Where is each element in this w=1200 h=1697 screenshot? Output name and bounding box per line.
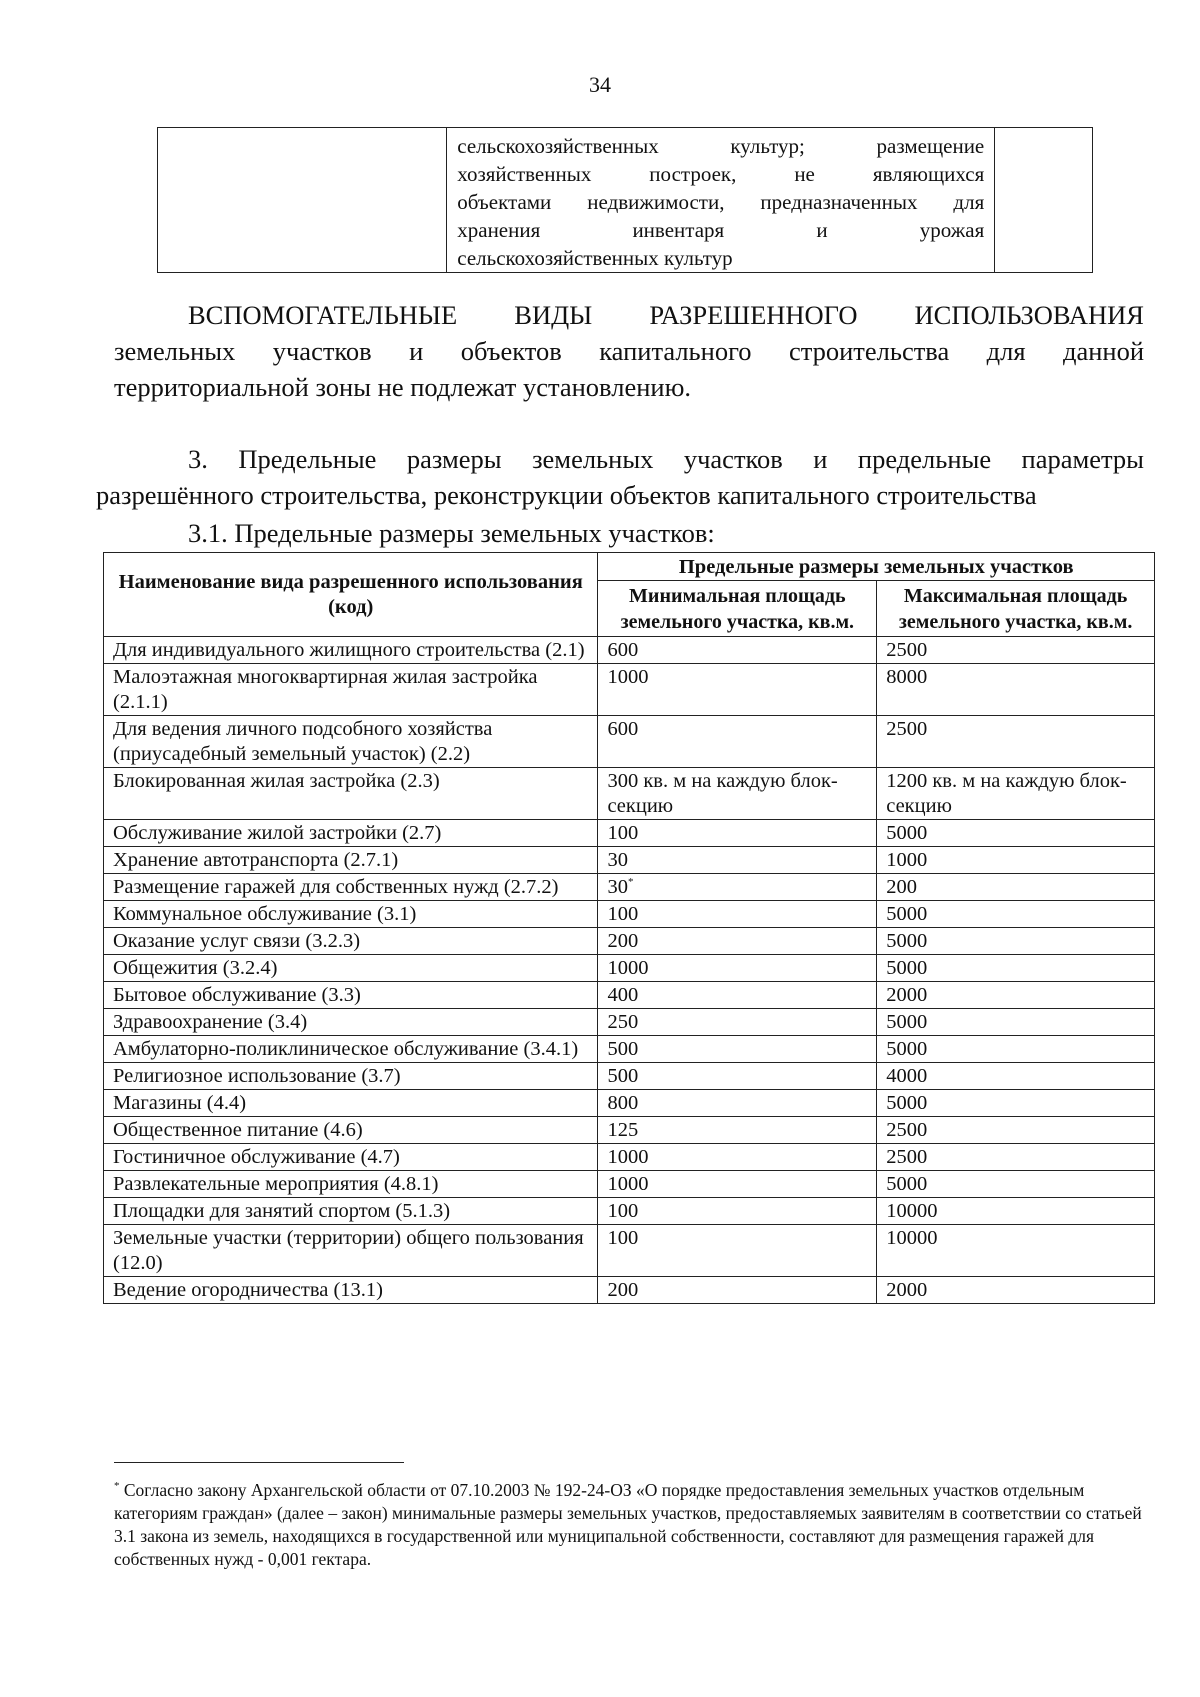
min-area-cell <box>598 955 877 982</box>
max-area-cell-text: 5000 <box>886 822 928 844</box>
use-type-cell <box>104 982 598 1009</box>
max-area-cell <box>877 1225 1155 1277</box>
use-type-cell-text: Здравоохранение (3.4) <box>113 1011 308 1033</box>
max-area-cell <box>877 982 1155 1009</box>
min-area-cell-text: 100 <box>607 903 639 925</box>
min-area-cell-text: 100 <box>607 1227 639 1249</box>
use-type-cell-text: Хранение автотранспорта (2.7.1) <box>113 849 399 871</box>
plot-size-table <box>103 552 1155 1304</box>
max-area-cell-text: 2500 <box>886 1119 928 1141</box>
header-use-type: Наименование вида разрешенного использования (код) <box>104 553 598 637</box>
table-row <box>104 955 1155 982</box>
max-area-cell-text: 5000 <box>886 1011 928 1033</box>
min-area-cell-text: 30 <box>607 876 628 898</box>
min-area-cell <box>598 1036 877 1063</box>
table-body <box>104 637 1155 1304</box>
max-area-cell-text: 2000 <box>886 984 928 1006</box>
table-row <box>104 982 1155 1009</box>
min-area-cell <box>598 637 877 664</box>
max-area-cell <box>877 847 1155 874</box>
max-area-cell <box>877 716 1155 768</box>
min-area-cell <box>598 1225 877 1277</box>
use-type-cell-text: Для индивидуального жилищного строительства (2.1) <box>113 639 585 661</box>
use-type-cell-text: Для ведения личного подсобного хозяйства (приусадебный земельный участок) (2.2) <box>113 718 493 765</box>
use-type-cell-text: Размещение гаражей для собственных нужд (2.7.2) <box>113 876 559 898</box>
use-type-cell <box>104 1277 598 1304</box>
use-type-cell <box>104 820 598 847</box>
use-type-cell <box>104 1063 598 1090</box>
use-type-cell-text: Блокированная жилая застройка (2.3) <box>113 770 440 792</box>
max-area-cell <box>877 1090 1155 1117</box>
min-area-cell <box>598 1090 877 1117</box>
use-type-cell-text: Обслуживание жилой застройки (2.7) <box>113 822 442 844</box>
use-type-cell-text: Ведение огородничества (13.1) <box>113 1279 384 1301</box>
max-area-cell <box>877 955 1155 982</box>
max-area-cell <box>877 1036 1155 1063</box>
min-area-cell <box>598 1144 877 1171</box>
table-row <box>104 637 1155 664</box>
table-row <box>104 1225 1155 1277</box>
min-area-cell-text: 1000 <box>607 957 649 979</box>
max-area-cell <box>877 928 1155 955</box>
max-area-cell <box>877 1171 1155 1198</box>
min-area-cell-text: 300 кв. м на каждую блок-секцию <box>607 770 838 817</box>
auxiliary-uses-paragraph <box>114 297 1144 405</box>
section-3-heading <box>96 441 1144 513</box>
use-type-cell <box>104 1225 598 1277</box>
use-type-cell <box>104 1036 598 1063</box>
min-area-cell <box>598 1063 877 1090</box>
min-area-cell <box>598 1171 877 1198</box>
text-line: хозяйственных построек, не являющихся <box>457 162 985 186</box>
max-area-cell-text: 5000 <box>886 1173 928 1195</box>
text-line: хранения инвентаря и урожая <box>457 218 985 242</box>
text-line: 3. Предельные размеры земельных участков и предельные параметры <box>188 444 1144 474</box>
max-area-cell <box>877 1009 1155 1036</box>
text-line: разрешённого строительства, реконструкции объектов капитального строительства <box>96 480 1037 510</box>
table-row <box>104 1090 1155 1117</box>
min-area-cell-text: 600 <box>607 639 639 661</box>
use-type-cell-text: Оказание услуг связи (3.2.3) <box>113 930 361 952</box>
text-line: сельскохозяйственных культур <box>457 246 733 270</box>
max-area-cell <box>877 1063 1155 1090</box>
max-area-cell-text: 2500 <box>886 639 928 661</box>
min-area-cell <box>598 1277 877 1304</box>
max-area-cell <box>877 1277 1155 1304</box>
footnote-reference: * <box>627 876 634 888</box>
min-area-cell-text: 250 <box>607 1011 639 1033</box>
max-area-cell-text: 10000 <box>886 1227 938 1249</box>
use-type-cell <box>104 768 598 820</box>
max-area-cell-text: 5000 <box>886 1092 928 1114</box>
use-type-cell <box>104 874 598 901</box>
min-area-cell <box>598 664 877 716</box>
footnote-mark: * <box>114 1480 120 1492</box>
min-area-cell-text: 100 <box>607 1200 639 1222</box>
min-area-cell-text: 800 <box>607 1092 639 1114</box>
min-area-cell-text: 500 <box>607 1038 639 1060</box>
min-area-cell <box>598 820 877 847</box>
table-row <box>104 1009 1155 1036</box>
use-type-cell <box>104 664 598 716</box>
min-area-cell <box>598 928 877 955</box>
min-area-cell <box>598 1009 877 1036</box>
use-type-cell-text: Развлекательные мероприятия (4.8.1) <box>113 1173 439 1195</box>
max-area-cell <box>877 901 1155 928</box>
min-area-cell-text: 600 <box>607 718 639 740</box>
use-type-cell-text: Малоэтажная многоквартирная жилая застройка (2.1.1) <box>113 666 538 713</box>
use-type-cell <box>104 1009 598 1036</box>
min-area-cell-text: 500 <box>607 1065 639 1087</box>
use-type-cell <box>104 955 598 982</box>
max-area-cell <box>877 664 1155 716</box>
max-area-cell-text: 5000 <box>886 957 928 979</box>
max-area-cell-text: 5000 <box>886 1038 928 1060</box>
table-row <box>104 847 1155 874</box>
footnote-divider <box>114 1462 404 1463</box>
use-type-cell-text: Земельные участки (территории) общего пользования (12.0) <box>113 1227 584 1274</box>
table-row <box>104 1277 1155 1304</box>
table-row <box>104 768 1155 820</box>
table-cell-empty <box>158 128 447 273</box>
table-row <box>104 716 1155 768</box>
max-area-cell-text: 5000 <box>886 903 928 925</box>
min-area-cell <box>598 901 877 928</box>
page-number: 34 <box>589 72 611 97</box>
footnote <box>114 1479 1149 1571</box>
use-type-cell-text: Площадки для занятий спортом (5.1.3) <box>113 1200 451 1222</box>
max-area-cell <box>877 637 1155 664</box>
max-area-cell-text: 1200 кв. м на каждую блок-секцию <box>886 770 1127 817</box>
use-type-cell <box>104 716 598 768</box>
use-type-cell-text: Амбулаторно-поликлиническое обслуживание (3.4.1) <box>113 1038 579 1060</box>
table-row <box>104 1171 1155 1198</box>
max-area-cell-text: 8000 <box>886 666 928 688</box>
use-type-cell-text: Коммунальное обслуживание (3.1) <box>113 903 417 925</box>
use-type-cell <box>104 637 598 664</box>
min-area-cell-text: 200 <box>607 930 639 952</box>
min-area-cell <box>598 1117 877 1144</box>
use-type-cell <box>104 1144 598 1171</box>
min-area-cell-text: 400 <box>607 984 639 1006</box>
max-area-cell-text: 200 <box>886 876 917 898</box>
max-area-cell-text: 2500 <box>886 1146 928 1168</box>
use-type-cell-text: Общественное питание (4.6) <box>113 1119 363 1141</box>
use-type-cell-text: Бытовое обслуживание (3.3) <box>113 984 361 1006</box>
table-row <box>104 928 1155 955</box>
continuation-table <box>157 127 1093 273</box>
table-header-row <box>104 553 1155 581</box>
table-row <box>104 1117 1155 1144</box>
min-area-cell <box>598 982 877 1009</box>
table-cell-description <box>447 128 995 273</box>
use-type-cell <box>104 1171 598 1198</box>
min-area-cell-text: 1000 <box>607 666 649 688</box>
use-type-cell-text: Религиозное использование (3.7) <box>113 1065 401 1087</box>
text-line: объектами недвижимости, предназначенных для <box>457 190 985 214</box>
max-area-cell-text: 4000 <box>886 1065 928 1087</box>
text-line: ВСПОМОГАТЕЛЬНЫЕ ВИДЫ РАЗРЕШЕННОГО ИСПОЛЬЗОВАНИЯ <box>188 300 1144 330</box>
max-area-cell-text: 5000 <box>886 930 928 952</box>
table-row <box>104 1144 1155 1171</box>
use-type-cell-text: Магазины (4.4) <box>113 1092 247 1114</box>
min-area-cell-text: 100 <box>607 822 639 844</box>
header-min-area: Минимальная площадь земельного участка, кв.м. <box>598 581 877 637</box>
use-type-cell <box>104 901 598 928</box>
table-row <box>104 664 1155 716</box>
max-area-cell <box>877 1144 1155 1171</box>
max-area-cell <box>877 874 1155 901</box>
table-row <box>104 1036 1155 1063</box>
min-area-cell <box>598 716 877 768</box>
min-area-cell <box>598 847 877 874</box>
max-area-cell <box>877 768 1155 820</box>
use-type-cell-text: Общежития (3.2.4) <box>113 957 278 979</box>
text-line: территориальной зоны не подлежат установлению. <box>114 372 691 402</box>
min-area-cell <box>598 768 877 820</box>
table-row <box>104 901 1155 928</box>
max-area-cell <box>877 820 1155 847</box>
table-row <box>104 1063 1155 1090</box>
header-max-area: Максимальная площадь земельного участка, кв.м. <box>877 581 1155 637</box>
min-area-cell-text: 1000 <box>607 1173 649 1195</box>
table-cell-empty <box>995 128 1093 273</box>
use-type-cell <box>104 1117 598 1144</box>
footnote-text: Согласно закону Архангельской области от 07.10.2003 № 192-24-ОЗ «О порядке предоставления земельных участков отдельным категориям граждан» (далее – закон) минимальные размеры земельных участков, предоставляемых заявителям в соответствии со статьей 3.1 закона из земель, находящихся в государственной или муниципальной собственности, составляют для размещения гаражей для собственных нужд - 0,001 гектара. <box>114 1480 1142 1569</box>
text-line: земельных участков и объектов капитального строительства для данной <box>114 336 1144 366</box>
max-area-cell-text: 1000 <box>886 849 928 871</box>
table-row <box>104 820 1155 847</box>
use-type-cell <box>104 847 598 874</box>
min-area-cell <box>598 874 877 901</box>
text-line: сельскохозяйственных культур; размещение <box>457 134 985 158</box>
use-type-cell <box>104 1198 598 1225</box>
min-area-cell-text: 1000 <box>607 1146 649 1168</box>
min-area-cell-text: 200 <box>607 1279 639 1301</box>
use-type-cell-text: Гостиничное обслуживание (4.7) <box>113 1146 400 1168</box>
header-size-limits: Предельные размеры земельных участков <box>598 553 1155 581</box>
max-area-cell-text: 10000 <box>886 1200 938 1222</box>
use-type-cell <box>104 928 598 955</box>
use-type-cell <box>104 1090 598 1117</box>
max-area-cell-text: 2000 <box>886 1279 928 1301</box>
max-area-cell-text: 2500 <box>886 718 928 740</box>
table-row <box>158 128 1093 273</box>
section-3-1-heading: 3.1. Предельные размеры земельных участков: <box>188 518 715 548</box>
min-area-cell-text: 125 <box>607 1119 639 1141</box>
table-row <box>104 1198 1155 1225</box>
min-area-cell <box>598 1198 877 1225</box>
max-area-cell <box>877 1198 1155 1225</box>
table-row <box>104 874 1155 901</box>
max-area-cell <box>877 1117 1155 1144</box>
min-area-cell-text: 30 <box>607 849 628 871</box>
